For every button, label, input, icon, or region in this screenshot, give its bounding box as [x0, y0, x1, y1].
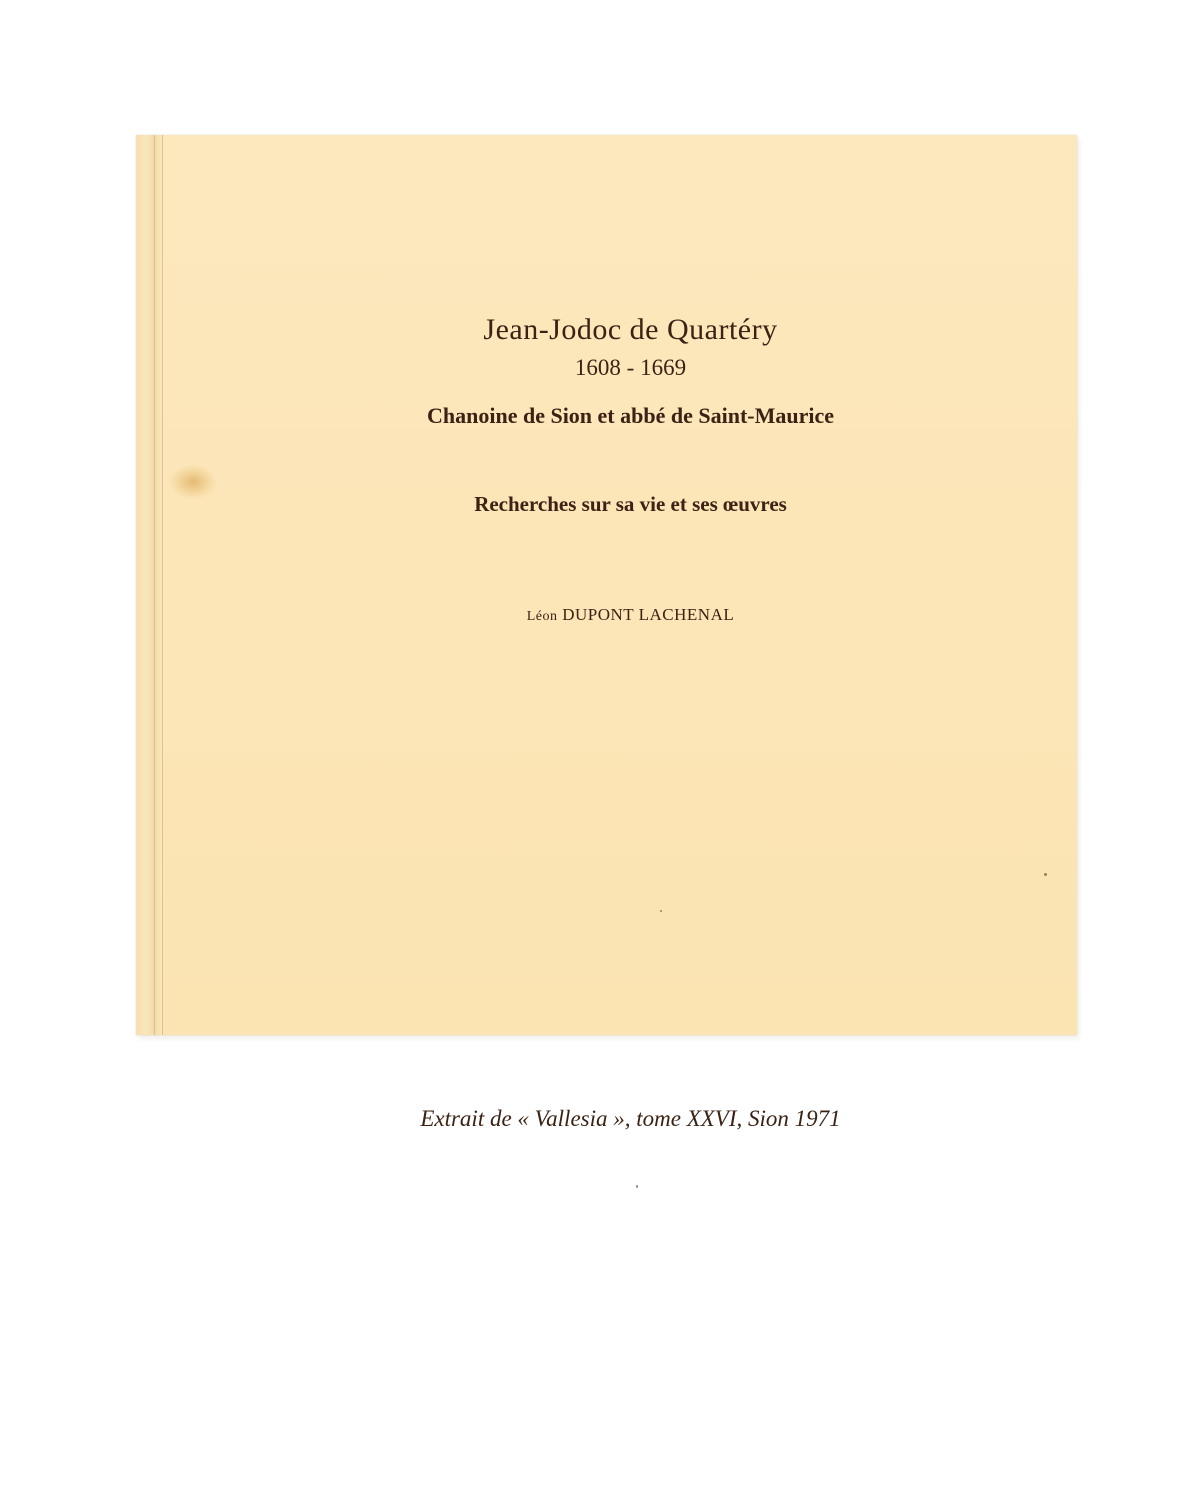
- publication-extract: Extrait de « Vallesia », tome XXVI, Sion 1971: [420, 1106, 841, 1131]
- paper-speck: [660, 910, 662, 912]
- book-author: [160, 605, 1101, 625]
- paper-speck: [636, 1185, 638, 1188]
- paper-speck: [1044, 873, 1047, 876]
- booklet-spine: [136, 135, 163, 1035]
- spine-fold-line: [154, 135, 155, 1035]
- book-title: Jean-Jodoc de Quartéry: [483, 313, 778, 346]
- book-subject: Recherches sur sa vie et ses œuvres: [474, 492, 787, 516]
- booklet-cover: [136, 135, 1077, 1131]
- author-last-name: DUPONT LACHENAL: [562, 605, 735, 624]
- author-first-name: Léon: [526, 609, 558, 624]
- book-subtitle: Chanoine de Sion et abbé de Saint-Maurice: [426, 403, 835, 428]
- book-dates: 1608 - 1669: [574, 355, 687, 380]
